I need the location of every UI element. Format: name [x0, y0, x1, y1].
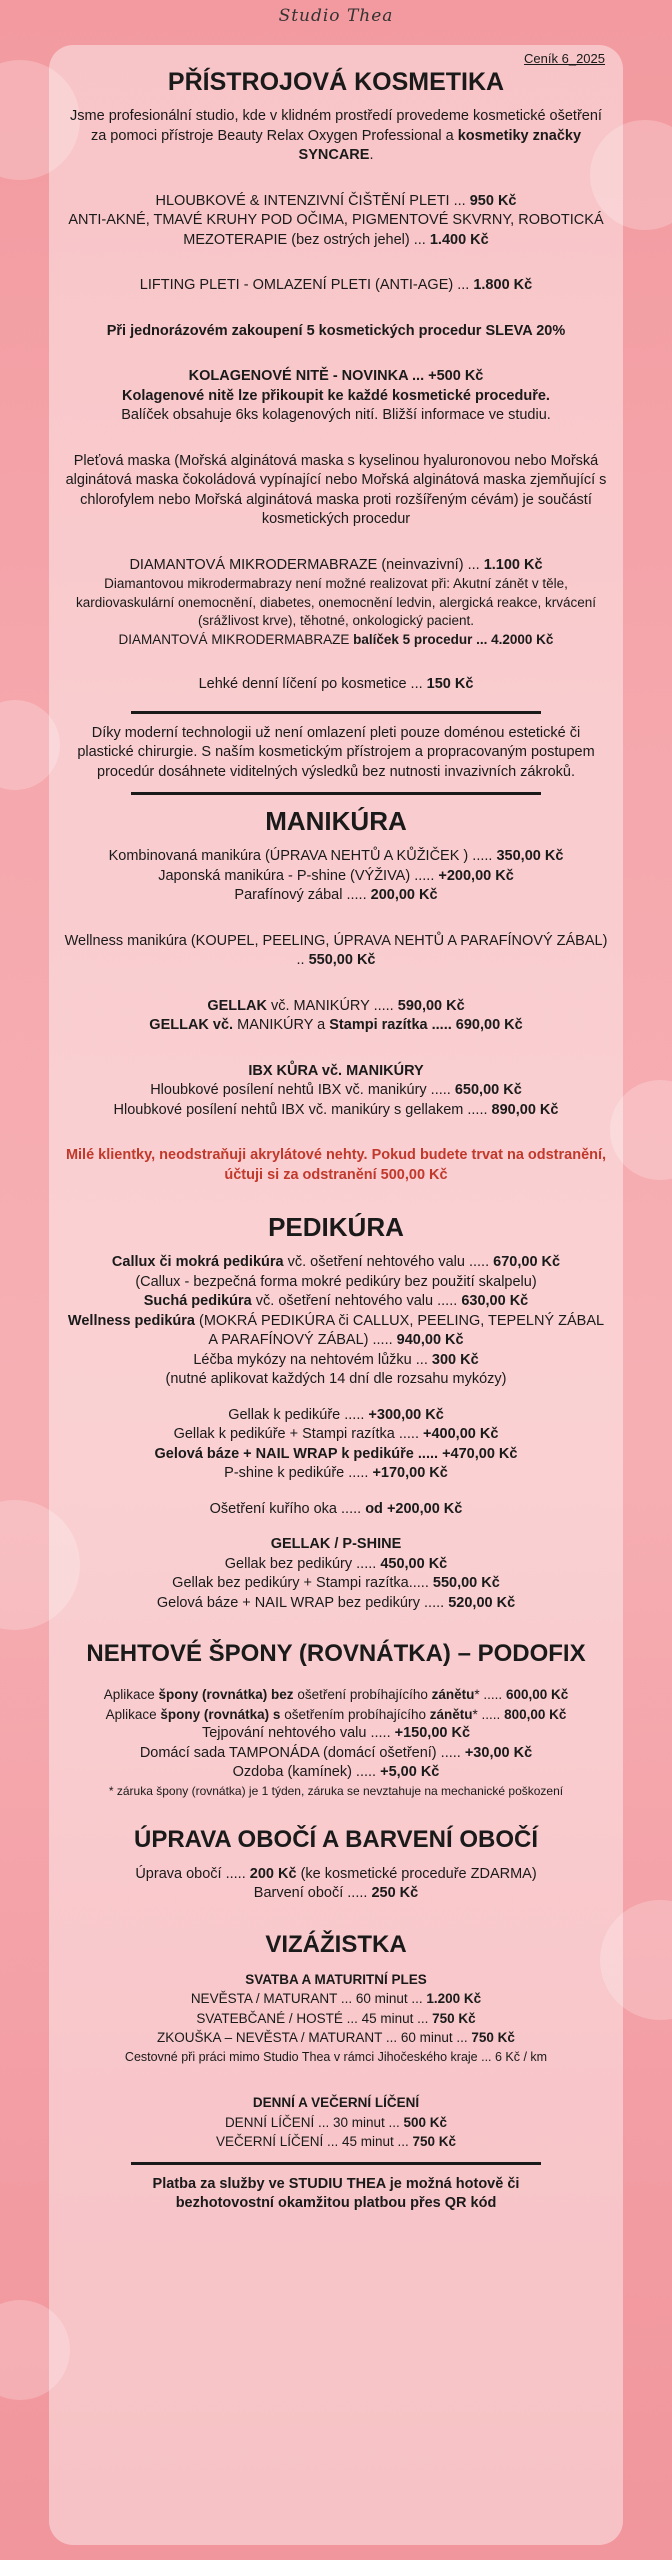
pedi-corn: Ošetření kuřího oka ..... od +200,00 Kč	[209, 1500, 463, 1517]
mani-combined: Kombinovaná manikúra (ÚPRAVA NEHTŮ A KŮŽIČEK ) ..... 350,00 Kč	[108, 848, 564, 864]
lifting-line: LIFTING PLETI - OMLAZENÍ PLETI (ANTI-AGE) ... 1.800 Kč	[139, 277, 533, 293]
discount-line: Při jednorázovém zakoupení 5 kosmetických procedur SLEVA 20%	[106, 322, 566, 339]
mani-gellak-stampi: GELLAK vč. MANIKÚRY a Stampi razítka ..... 690,00 Kč	[149, 1017, 523, 1033]
acrylic-warning: Milé klientky, neodstraňuji akrylátové nehty. Pokud budete trvat na odstranění, účtuji si za odstranění 500,00 Kč	[65, 1147, 607, 1183]
visage-evening: VEČERNÍ LÍČENÍ ... 45 minut ... 750 Kč	[215, 2134, 457, 2149]
ibx-line-1: Hloubkové posílení nehtů IBX vč. manikúry ..... 650,00 Kč	[150, 1082, 522, 1098]
studio-logo: Studio Thea	[278, 6, 394, 26]
diamond-package: DIAMANTOVÁ MIKRODERMABRAZE balíček 5 procedur ... 4.2000 Kč	[118, 631, 554, 647]
brace-stone: Ozdoba (kamínek) ..... +5,00 Kč	[232, 1764, 440, 1780]
collagen-bold: Kolagenové nitě lze přikoupit ke každé kosmetické proceduře.	[122, 387, 550, 404]
ibx-title: IBX KŮRA vč. MANIKÚRY	[248, 1062, 424, 1079]
pedi-wellness: Wellness pedikúra (MOKRÁ PEDIKÚRA či CALLUX, PEELING, TEPELNÝ ZÁBAL A PARAFÍNOVÝ ZÁBAL) ..... 940,00 Kč	[67, 1312, 605, 1348]
mani-paraffin: Parafínový zábal ..... 200,00 Kč	[234, 887, 438, 903]
deep-cleaning-line: HLOUBKOVÉ & INTENZIVNÍ ČIŠTĚNÍ PLETI ... 950 Kč	[155, 192, 517, 209]
mani-japanese: Japonská manikúra - P-shine (VÝŽIVA) ..... +200,00 Kč	[158, 867, 514, 884]
pedi-mycosis-note: (nutné aplikovat každých 14 dní dle rozsahu mykózy)	[165, 1371, 507, 1387]
pricelist-label: Ceník 6_2025	[524, 51, 605, 66]
visage-travel: Cestovné při práci mimo Studio Thea v rámci Jihočeského kraje ... 6 Kč / km	[124, 2049, 548, 2064]
wedding-subtitle: SVATBA A MATURITNÍ PLES	[245, 1971, 427, 1987]
brows-tinting: Barvení obočí ..... 250 Kč	[253, 1885, 419, 1901]
diamond-text: Diamantovou mikrodermabrazy není možné realizovat při: Akutní zánět v těle, kardiovaskulární onemocnění, diabetes, onemocnění ledvin, alergická reakce, krvácení (srážlivost krve), těhotné, onkologický pacient.	[75, 576, 597, 628]
brace-line-2: Aplikace špony (rovnátka) s ošetřením probíhajícího zánětu* ..... 800,00 Kč	[105, 1706, 567, 1722]
cosmetics-title: PŘÍSTROJOVÁ KOSMETIKA	[167, 68, 505, 96]
visage-bride: NEVĚSTA / MATURANT ... 60 minut ... 1.200 Kč	[190, 1991, 482, 2006]
mani-gellak: GELLAK vč. MANIKÚRY ..... 590,00 Kč	[207, 997, 465, 1014]
pedi-gellak: Gellak k pedikúře ..... +300,00 Kč	[228, 1406, 444, 1423]
gp-line-3: Gelová báze + NAIL WRAP bez pedikúry ..... 520,00 Kč	[156, 1594, 516, 1611]
brows-title: ÚPRAVA OBOČÍ A BARVENÍ OBOČÍ	[133, 1825, 539, 1853]
pedicure-title: PEDIKÚRA	[268, 1212, 404, 1242]
brace-title: NEHTOVÉ ŠPONY (ROVNÁTKA) – PODOFIX	[86, 1640, 586, 1667]
gp-line-2: Gellak bez pedikúry + Stampi razítka..... 550,00 Kč	[172, 1575, 500, 1591]
brace-taping: Tejpování nehtového valu ..... +150,00 Kč	[201, 1725, 471, 1741]
visage-title: VIZÁŽISTKA	[265, 1930, 407, 1958]
makeup-line: Lehké denní líčení po kosmetice ... 150 Kč	[198, 676, 474, 692]
visage-guests: SVATEBČANÉ / HOSTÉ ... 45 minut ... 750 Kč	[196, 2010, 476, 2026]
pedi-nail-wrap: Gelová báze + NAIL WRAP k pedikúře ..... +470,00 Kč	[154, 1445, 518, 1462]
closing-text: Díky moderní technologii už není omlazení pleti pouze doménou estetické či plastické chirurgie. S naším kosmetickým přístrojem a propracovaným postupem procedúr dosáhnete viditelných výsledků bez nutnosti invazivních zákroků.	[77, 724, 595, 780]
brace-line-1: Aplikace špony (rovnátka) bez ošetření probíhajícího zánětu* ..... 600,00 Kč	[103, 1687, 569, 1702]
pedi-mycosis: Léčba mykózy na nehtovém lůžku ... 300 Kč	[193, 1351, 479, 1368]
pedi-pshine: P-shine k pedikúře ..... +170,00 Kč	[224, 1465, 448, 1481]
collagen-title: KOLAGENOVÉ NITĚ - NOVINKA ... +500 Kč	[188, 368, 484, 384]
pedi-dry: Suchá pedikúra vč. ošetření nehtového valu ..... 630,00 Kč	[143, 1293, 529, 1309]
day-evening-subtitle: DENNÍ A VEČERNÍ LÍČENÍ	[252, 2095, 420, 2110]
price-content	[49, 45, 623, 2214]
manicure-title: MANIKÚRA	[265, 806, 407, 836]
visage-day: DENNÍ LÍČENÍ ... 30 minut ... 500 Kč	[224, 2114, 448, 2130]
gp-line-1: Gellak bez pedikúry ..... 450,00 Kč	[224, 1555, 448, 1572]
brace-home-kit: Domácí sada TAMPONÁDA (domácí ošetření) ..... +30,00 Kč	[139, 1744, 533, 1761]
pedi-callux-note: (Callux - bezpečná forma mokré pedikúry bez použití skalpelu)	[135, 1273, 537, 1290]
gellak-pshine-title: GELLAK / P-SHINE	[270, 1536, 402, 1552]
brace-note: * záruka špony (rovnátka) je 1 týden, záruka se nevztahuje na mechanické poškození	[108, 1783, 564, 1798]
visage-trial: ZKOUŠKA – NEVĚSTA / MATURANT ... 60 minut ... 750 Kč	[157, 2030, 515, 2045]
ibx-line-2: Hloubkové posílení nehtů IBX vč. manikúry s gellakem ..... 890,00 Kč	[113, 1101, 559, 1118]
mani-wellness: Wellness manikúra (KOUPEL, PEELING, ÚPRAVA NEHTŮ A PARAFÍNOVÝ ZÁBAL) .. 550,00 Kč	[64, 932, 608, 968]
pedi-gellak-stampi: Gellak k pedikúře + Stampi razítka ..... +400,00 Kč	[173, 1426, 499, 1442]
brows-shaping: Úprava obočí ..... 200 Kč (ke kosmetické proceduře ZDARMA)	[135, 1865, 537, 1882]
anti-acne-line: ANTI-AKNÉ, TMAVÉ KRUHY POD OČIMA, PIGMENTOVÉ SKVRNY, ROBOTICKÁ MEZOTERAPIE (bez ostrých jehel) ... 1.400 Kč	[68, 212, 604, 248]
mask-text: Pleťová maska (Mořská alginátová maska s kyselinou hyaluronovou nebo Mořská alginátová maska čokoládová vypínající nebo Mořská alginátová maska zjemňující s chlorofylem nebo Mořská alginátová maska proti rozšířeným cévám) je součástí kosmetických procedur	[65, 452, 607, 527]
payment-footer: Platba za služby ve STUDIU THEA je možná hotově či bezhotovostní okamžitou platbou přes QR kód	[152, 2175, 520, 2211]
cosmetics-intro: Jsme profesionální studio, kde v klidném prostředí provedeme kosmetické ošetření za pomoci přístroje Beauty Relax Oxygen Professional a kosmetiky značky SYNCARE.	[70, 108, 602, 163]
collagen-text: Balíček obsahuje 6ks kolagenových nití. Bližší informace ve studiu.	[121, 407, 551, 423]
diamond-line: DIAMANTOVÁ MIKRODERMABRAZE (neinvazivní) ... 1.100 Kč	[129, 556, 543, 573]
pedi-callux: Callux či mokrá pedikúra vč. ošetření nehtového valu ..... 670,00 Kč	[111, 1254, 561, 1270]
